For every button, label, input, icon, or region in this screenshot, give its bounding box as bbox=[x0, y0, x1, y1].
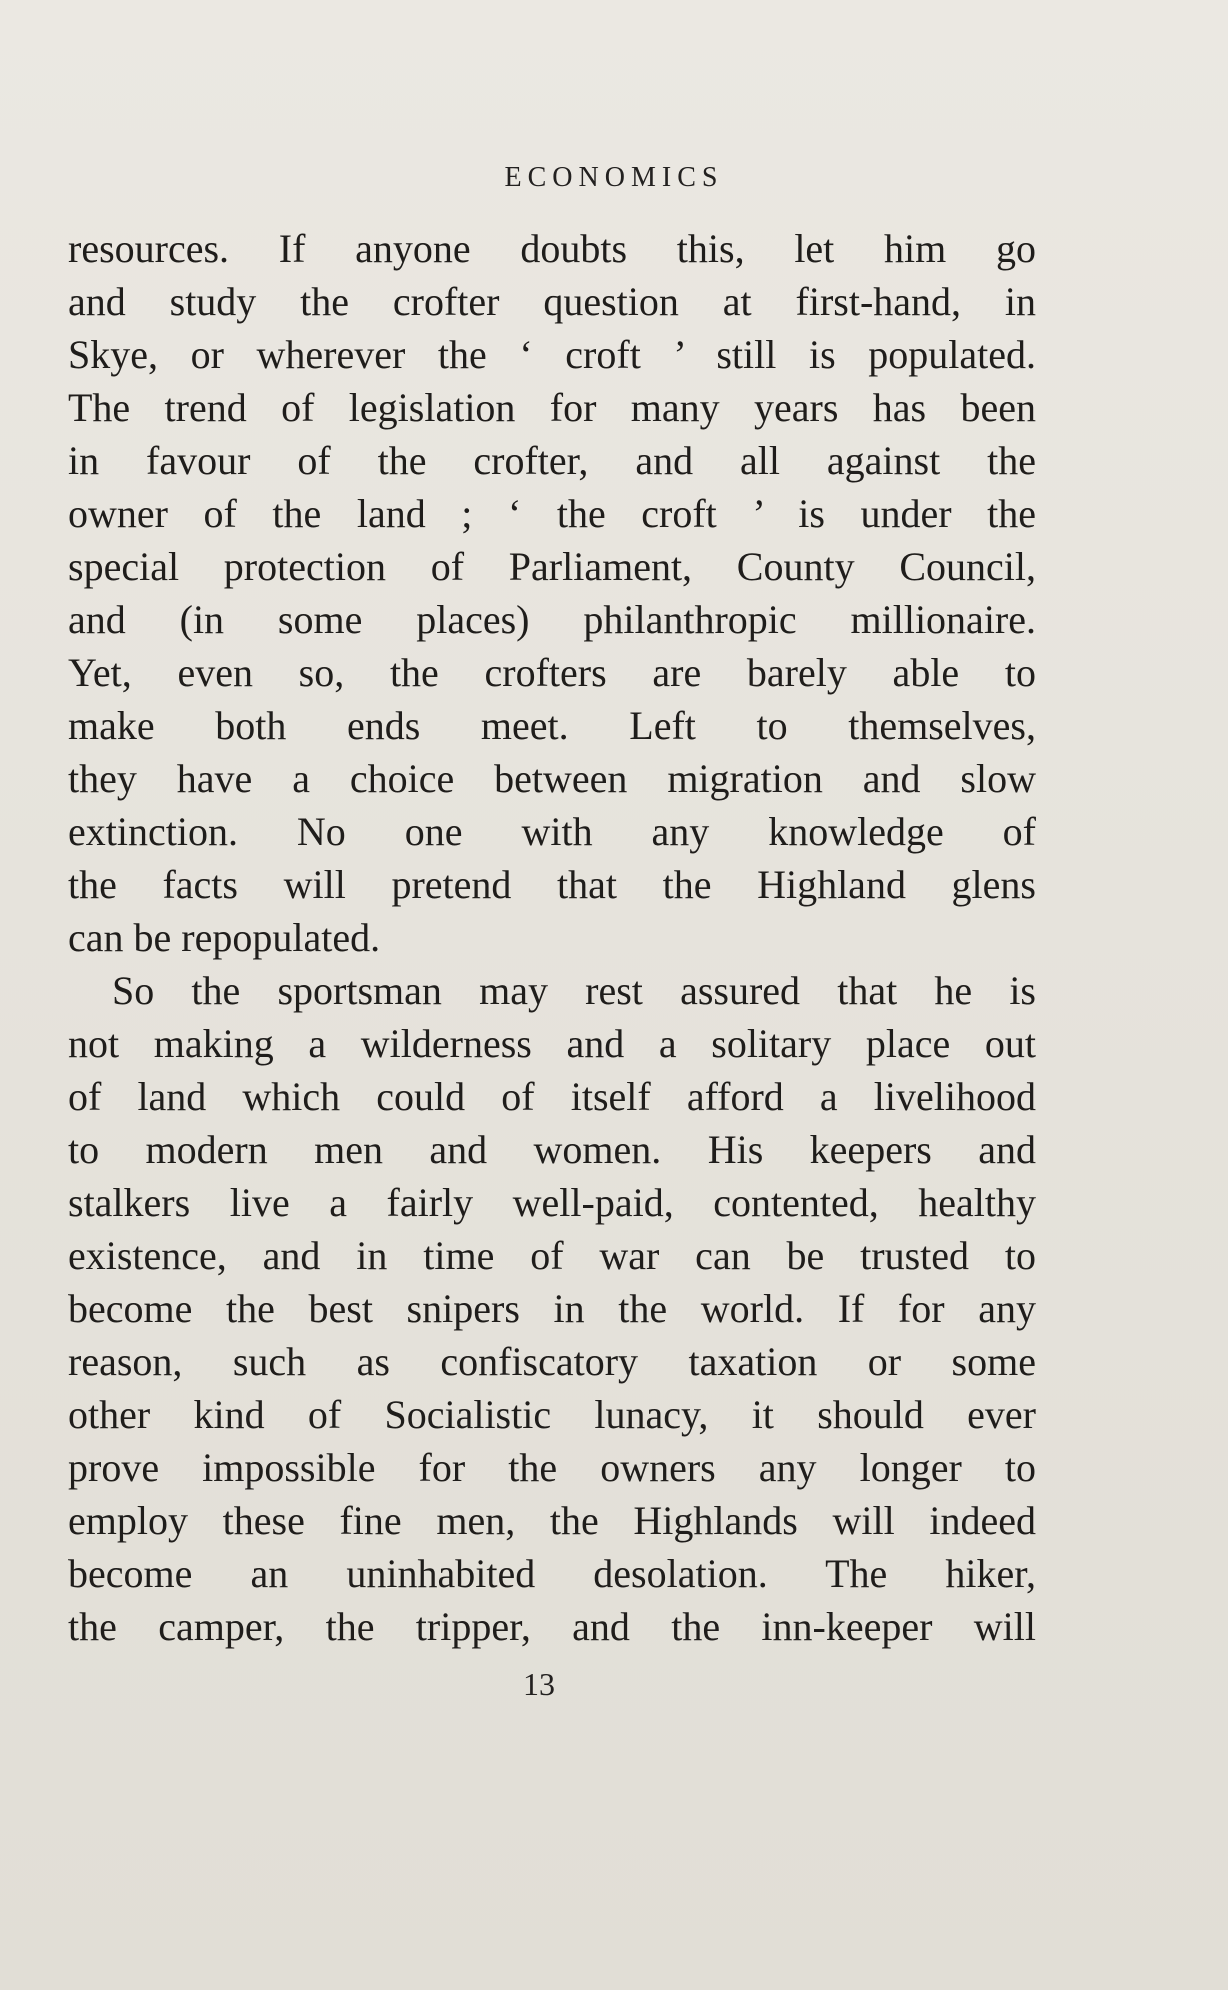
text-line: special protection of Parliament, County Council, bbox=[68, 544, 1036, 589]
body-text bbox=[68, 222, 1036, 1653]
text-line: become an uninhabited desolation. The hiker, bbox=[68, 1551, 1036, 1596]
text-line: they have a choice between migration and slow bbox=[68, 756, 1036, 801]
text-line: extinction. No one with any knowledge of bbox=[68, 809, 1036, 854]
text-line: The trend of legislation for many years has been bbox=[68, 385, 1036, 430]
text-line: stalkers live a fairly well-paid, contented, healthy bbox=[68, 1180, 1036, 1225]
text-line: Yet, even so, the crofters are barely able to bbox=[68, 650, 1036, 695]
text-line: Skye, or wherever the ‘ croft ’ still is populated. bbox=[68, 332, 1036, 377]
text-line: make both ends meet. Left to themselves, bbox=[68, 703, 1036, 748]
text-line: and study the crofter question at first-hand, in bbox=[68, 279, 1036, 324]
text-line: in favour of the crofter, and all against the bbox=[68, 438, 1036, 483]
text-line: become the best snipers in the world. If for any bbox=[68, 1286, 1036, 1331]
text-line: to modern men and women. His keepers and bbox=[68, 1127, 1036, 1172]
running-head: ECONOMICS bbox=[504, 162, 724, 193]
text-line: and (in some places) philanthropic millionaire. bbox=[68, 597, 1036, 642]
text-line: the facts will pretend that the Highland glens bbox=[68, 862, 1036, 907]
text-line: reason, such as confiscatory taxation or some bbox=[68, 1339, 1036, 1384]
text-line: prove impossible for the owners any longer to bbox=[68, 1445, 1036, 1490]
text-line: not making a wilderness and a solitary place out bbox=[68, 1021, 1036, 1066]
text-line: existence, and in time of war can be trusted to bbox=[68, 1233, 1036, 1278]
text-line: other kind of Socialistic lunacy, it should ever bbox=[68, 1392, 1036, 1437]
text-line: owner of the land ; ‘ the croft ’ is under the bbox=[68, 491, 1036, 536]
text-line: resources. If anyone doubts this, let him go bbox=[68, 226, 1036, 271]
text-line: can be repopulated. bbox=[68, 915, 381, 960]
paragraph-start-line: So the sportsman may rest assured that he is bbox=[112, 968, 1036, 1013]
text-line: employ these fine men, the Highlands will indeed bbox=[68, 1498, 1036, 1543]
text-line: of land which could of itself afford a livelihood bbox=[68, 1074, 1036, 1119]
text-line: the camper, the tripper, and the inn-keeper will bbox=[68, 1604, 1036, 1649]
page-number: 13 bbox=[523, 1666, 555, 1702]
